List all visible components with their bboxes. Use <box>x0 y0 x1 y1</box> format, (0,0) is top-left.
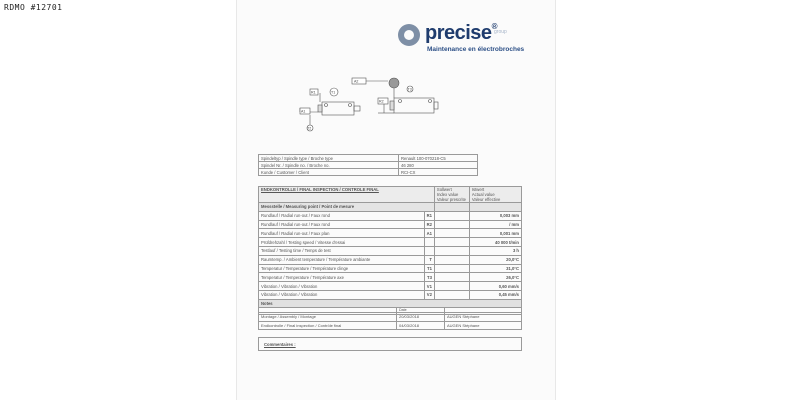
measurement-actual: 0,45 mm/s <box>469 290 521 299</box>
company-logo <box>398 22 528 56</box>
measurement-row <box>259 229 522 238</box>
signoff-name: AUGEN Stéphane <box>445 313 522 322</box>
logo-badge-icon <box>398 24 420 46</box>
actual-header-line: Actual value <box>471 192 495 197</box>
measurement-row <box>259 273 522 282</box>
label-t1: T1 <box>331 90 336 95</box>
target-header-line: Valeur prescrite <box>436 197 466 202</box>
measurement-code: V2 <box>424 290 434 299</box>
signoff-label: Montage / Assembly / Montage <box>259 313 397 322</box>
signoff-row <box>259 313 522 322</box>
label-t3: T3 <box>407 87 412 92</box>
spindle-measurement-diagram <box>298 68 442 140</box>
measurement-label: Temperatur / Temperature / Température axe <box>259 273 425 282</box>
spec-value: RCI-CX <box>399 169 478 176</box>
spindle-spec-table <box>258 154 478 176</box>
signoff-date: 04/03/2018 <box>397 321 445 330</box>
notes-label: Notes <box>259 299 522 307</box>
measurement-label: Rundlauf / Radial run-out / Faux rond <box>259 220 425 229</box>
measurement-row <box>259 264 522 273</box>
measurement-target <box>434 211 469 220</box>
measurement-row <box>259 238 522 247</box>
measurement-label: Vibration / Vibration / Vibration <box>259 290 425 299</box>
logo-brand: precise® <box>425 22 497 44</box>
signoff-header-date: Date <box>397 308 445 313</box>
measurement-actual: 40 000 t/min <box>469 238 521 247</box>
target-header-line: Index value <box>436 192 459 197</box>
blank-cell <box>469 203 521 212</box>
inspection-title: ENDKONTROLLE / FINAL INSPECTION / CONTROLE FINAL <box>259 187 435 203</box>
spec-row <box>259 162 478 169</box>
measurement-target <box>434 246 469 255</box>
measurement-row <box>259 220 522 229</box>
blank-cell <box>434 203 469 212</box>
target-header-line: Sollwert <box>436 187 452 192</box>
measurement-actual: 0,001 mm <box>469 229 521 238</box>
measurement-actual: 0,60 mm/s <box>469 282 521 291</box>
measurement-code: R2 <box>424 220 434 229</box>
measurement-label: Prüfdrehzahl / Testing speed / Vitesse d'essai <box>259 238 425 247</box>
measurement-code: A1 <box>424 229 434 238</box>
section-row <box>259 203 522 212</box>
document-stamp: RDMO #12701 <box>4 3 63 12</box>
actual-header-line: Istwert <box>471 187 485 192</box>
measurement-code: T <box>424 255 434 264</box>
measurement-target <box>434 255 469 264</box>
measurement-row <box>259 246 522 255</box>
spec-row <box>259 155 478 162</box>
measurement-target <box>434 282 469 291</box>
measurement-actual: 26,0°C <box>469 273 521 282</box>
measurement-label: Testlauf / Testing time / Temps de test <box>259 246 425 255</box>
spec-label: Spindel Nr. / Spindle no. / Broche no. <box>259 162 399 169</box>
label-t2: T2 <box>307 126 312 131</box>
spec-label: Kunde / Customer / Client <box>259 169 399 176</box>
measurement-actual: 20,0°C <box>469 255 521 264</box>
signoff-date: 20/03/2018 <box>397 313 445 322</box>
measurement-target <box>434 273 469 282</box>
spec-value: Renault 100-070218-C5 <box>399 155 478 162</box>
actual-header-line: Valeur effective <box>471 197 501 202</box>
measurement-label: Raumtemp. / Ambient temperature / Température ambiante <box>259 255 425 264</box>
logo-tagline: group <box>494 29 507 35</box>
measurement-actual: 31,0°C <box>469 264 521 273</box>
measurement-label: Vibration / Vibration / Vibration <box>259 282 425 291</box>
measurement-target <box>434 238 469 247</box>
measurement-code <box>424 246 434 255</box>
measurement-actual: 0,003 mm <box>469 211 521 220</box>
logo-subtitle: Maintenance en électrobroches <box>427 46 525 53</box>
measurement-actual: / mm <box>469 220 521 229</box>
measurement-actual: 3 h <box>469 246 521 255</box>
label-a2: A2 <box>354 79 359 84</box>
measurement-code: R1 <box>424 211 434 220</box>
signoff-row <box>259 321 522 330</box>
measurement-target <box>434 264 469 273</box>
actual-header <box>469 187 521 203</box>
label-r1: R1 <box>311 90 316 95</box>
measurement-rows <box>259 211 522 299</box>
measurement-row <box>259 255 522 264</box>
measurement-code: V1 <box>424 282 434 291</box>
measurement-code: T1 <box>424 264 434 273</box>
signoff-label: Endkontrolle / Final inspection / Contrôle final <box>259 321 397 330</box>
label-a1: A1 <box>301 109 306 114</box>
measurement-label: Rundlauf / Radial run-out / Faux rond <box>259 211 425 220</box>
spec-row <box>259 169 478 176</box>
measurement-target <box>434 290 469 299</box>
comments-label: Commentaires : <box>264 342 296 347</box>
measurement-target <box>434 220 469 229</box>
spec-value: 46 280 <box>399 162 478 169</box>
label-r2: R2 <box>379 99 384 104</box>
inspection-header-row <box>259 187 522 203</box>
measurement-label: Temperatur / Temperature / Température clinge <box>259 264 425 273</box>
signoff-table <box>258 307 522 330</box>
measurement-row <box>259 290 522 299</box>
measurement-row <box>259 282 522 291</box>
comments-box <box>258 337 522 351</box>
section-label: Messstelle / Measuring point / Point de mesure <box>259 203 435 212</box>
measurement-row <box>259 211 522 220</box>
spindle-body-right <box>394 98 434 113</box>
signoff-name: AUGEN Stéphane <box>445 321 522 330</box>
measurement-code: T3 <box>424 273 434 282</box>
measurement-target <box>434 229 469 238</box>
measurement-code <box>424 238 434 247</box>
spec-label: Spindeltyp / Spindle type / Broche type <box>259 155 399 162</box>
measurement-label: Rundlauf / Radial run-out / Faux plan <box>259 229 425 238</box>
target-header <box>434 187 469 203</box>
final-inspection-table <box>258 186 522 315</box>
